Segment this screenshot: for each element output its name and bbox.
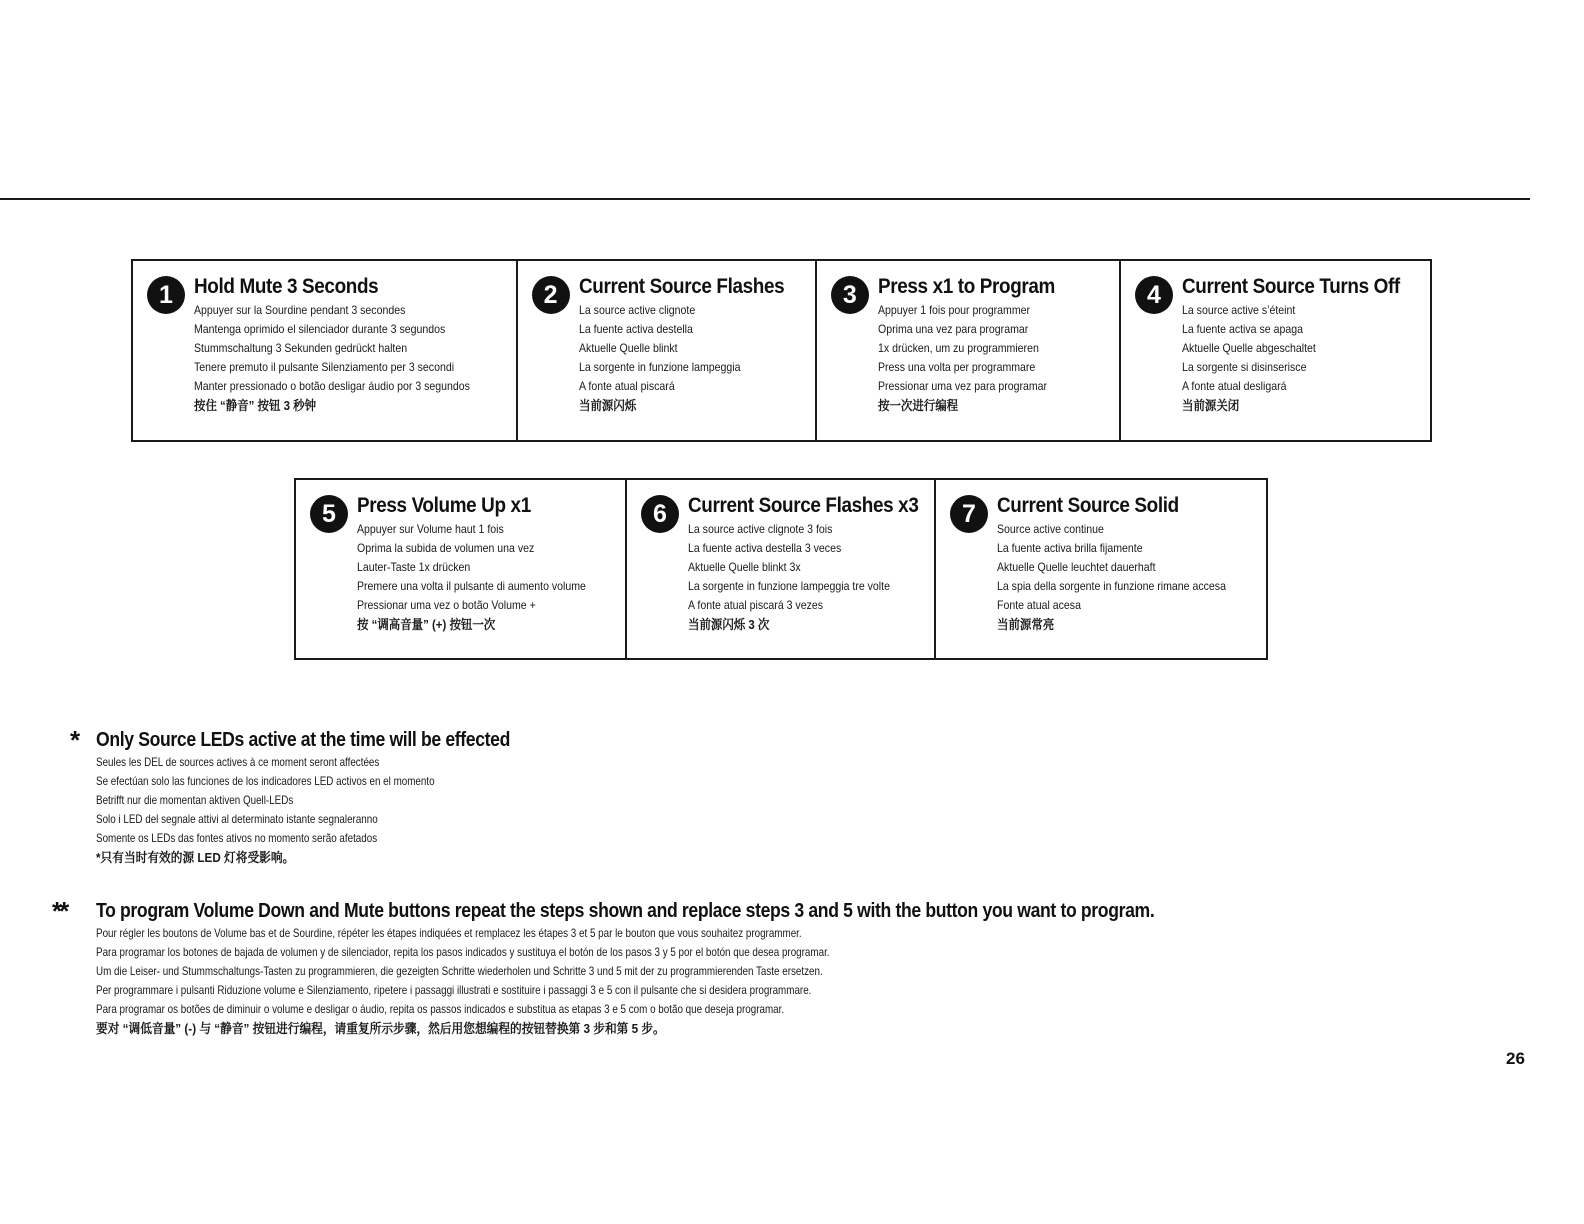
step-1 <box>133 261 516 440</box>
footnote-text-zh: *只有当时有效的源 LED 灯将受影响。 <box>96 850 295 865</box>
step-text-es: La fuente activa destella 3 veces <box>688 541 842 555</box>
footnote-double-asterisk <box>52 898 1299 1038</box>
step-text-it: La sorgente si disinserisce <box>1181 360 1307 374</box>
step-3 <box>815 261 1119 440</box>
step-text-fr: Appuyer 1 fois pour programmer <box>877 303 1030 317</box>
steps-row-2 <box>294 478 1268 660</box>
step-number-badge: 5 <box>310 495 348 533</box>
step-5 <box>296 480 625 658</box>
top-divider-rule <box>0 198 1530 200</box>
footnote-text-de: Betrifft nur die momentan aktiven Quell-LEDs <box>96 793 294 807</box>
step-text-fr: La source active clignote 3 fois <box>688 522 833 536</box>
step-text-es: La fuente activa se apaga <box>1181 322 1303 336</box>
step-text-zh: 当前源闪烁 <box>578 398 636 413</box>
footnote-text-de: Um die Leiser- und Stummschaltungs-Tasten zu programmieren, die gezeigten Schritte wiederholen und Schritte 3 und 5 mit der zu programmierenden Taste ersetzen. <box>96 964 823 978</box>
step-text-de: Aktuelle Quelle blinkt 3x <box>688 560 801 574</box>
step-2 <box>516 261 815 440</box>
step-text-de: Aktuelle Quelle blinkt <box>578 341 678 355</box>
step-text-pt: A fonte atual piscará <box>578 379 675 393</box>
step-text-zh: 当前源关闭 <box>1181 398 1240 413</box>
step-text-es: La fuente activa brilla fijamente <box>997 541 1143 555</box>
double-asterisk-icon: ** <box>52 896 67 926</box>
steps-row-1 <box>131 259 1432 442</box>
footnote-text-es: Para programar los botones de bajada de volumen y de silenciador, repita los pasos indicados y sustituya el botón de los pasos 3 y 5 por el botón que desea programar. <box>96 945 830 959</box>
step-text-de: Stummschaltung 3 Sekunden gedrückt halten <box>194 341 408 355</box>
step-text-de: Lauter-Taste 1x drücken <box>357 560 471 574</box>
step-text-pt: Manter pressionado o botão desligar áudio por 3 segundos <box>194 379 470 393</box>
step-text-zh: 按住 “静音” 按钮 3 秒钟 <box>194 398 317 413</box>
step-number-badge: 2 <box>532 276 570 314</box>
step-text-pt: Pressionar uma vez o botão Volume + <box>357 598 536 612</box>
footnote-title: Only Source LEDs active at the time will be effected <box>96 729 511 751</box>
footnote-text-it: Solo i LED del segnale attivi al determinato istante segnaleranno <box>96 812 378 826</box>
step-text-it: Tenere premuto il pulsante Silenziamento per 3 secondi <box>194 360 455 374</box>
step-title: Current Source Flashes x3 <box>688 494 919 517</box>
step-text-fr: La source active clignote <box>578 303 695 317</box>
step-title: Hold Mute 3 Seconds <box>194 275 379 298</box>
step-title: Press x1 to Program <box>877 275 1055 298</box>
footnote-text-fr: Pour régler les boutons de Volume bas et de Sourdine, répéter les étapes indiquées et remplacez les étapes 3 et 5 par le bouton que vous souhaitez programmer. <box>96 926 802 940</box>
step-text-zh: 按 “调高音量” (+) 按钮一次 <box>357 617 496 632</box>
page-number: 26 <box>1506 1049 1525 1068</box>
step-title: Current Source Flashes <box>578 275 784 298</box>
asterisk-icon: * <box>70 725 81 755</box>
footnote-text-zh: 要对 “调低音量” (-) 与 “静音” 按钮进行编程，请重复所示步骤，然后用您想编程的按钮替换第 3 步和第 5 步。 <box>96 1021 665 1036</box>
step-text-es: La fuente activa destella <box>578 322 693 336</box>
step-text-es: Oprima la subida de volumen una vez <box>357 541 535 555</box>
step-text-de: 1x drücken, um zu programmieren <box>877 341 1039 355</box>
footnote-text-fr: Seules les DEL de sources actives à ce moment seront affectées <box>96 755 380 769</box>
step-number-badge: 1 <box>147 276 185 314</box>
footnote-text-es: Se efectúan solo las funciones de los indicadores LED activos en el momento <box>96 774 435 788</box>
step-4 <box>1119 261 1430 440</box>
step-text-pt: Fonte atual acesa <box>997 598 1081 612</box>
step-text-fr: Appuyer sur la Sourdine pendant 3 secondes <box>194 303 406 317</box>
step-text-de: Aktuelle Quelle leuchtet dauerhaft <box>997 560 1156 574</box>
step-text-pt: A fonte atual desligará <box>1181 379 1287 393</box>
step-7 <box>934 480 1266 658</box>
footnote-text-pt: Somente os LEDs das fontes ativos no momento serão afetados <box>96 831 378 845</box>
step-text-zh: 按一次进行编程 <box>877 398 958 413</box>
step-text-fr: Appuyer sur Volume haut 1 fois <box>357 522 504 536</box>
step-number-badge: 3 <box>831 276 869 314</box>
step-text-it: La sorgente in funzione lampeggia <box>578 360 741 374</box>
step-text-fr: Source active continue <box>997 522 1104 536</box>
step-text-it: Premere una volta il pulsante di aumento volume <box>357 579 586 593</box>
step-text-it: La sorgente in funzione lampeggia tre volte <box>688 579 890 593</box>
step-number-badge: 6 <box>641 495 679 533</box>
footnote-text-it: Per programmare i pulsanti Riduzione volume e Silenziamento, ripetere i passaggi illustrati e sostituire i passaggi 3 e 5 con il pulsante che si desidera programmare. <box>96 983 812 997</box>
step-text-pt: A fonte atual piscará 3 vezes <box>688 598 824 612</box>
step-text-it: La spia della sorgente in funzione rimane accesa <box>997 579 1226 593</box>
step-6 <box>625 480 934 658</box>
step-title: Current Source Solid <box>997 494 1179 517</box>
step-text-es: Mantenga oprimido el silenciador durante 3 segundos <box>194 322 446 336</box>
step-text-it: Press una volta per programmare <box>877 360 1036 374</box>
footnote-text-pt: Para programar os botões de diminuir o volume e desligar o áudio, repita os passos indicados e substitua as etapas 3 e 5 com o botão que deseja programar. <box>96 1002 785 1016</box>
footnote-single-asterisk <box>70 727 566 867</box>
step-text-de: Aktuelle Quelle abgeschaltet <box>1181 341 1316 355</box>
step-number-badge: 7 <box>950 495 988 533</box>
step-text-pt: Pressionar uma vez para programar <box>877 379 1047 393</box>
step-number-badge: 4 <box>1135 276 1173 314</box>
step-text-fr: La source active s’éteint <box>1181 303 1296 317</box>
step-text-zh: 当前源闪烁 3 次 <box>688 617 770 632</box>
step-title: Current Source Turns Off <box>1181 275 1400 298</box>
step-text-es: Oprima una vez para programar <box>877 322 1029 336</box>
step-title: Press Volume Up x1 <box>357 494 531 517</box>
step-text-zh: 当前源常亮 <box>997 617 1055 632</box>
footnote-title: To program Volume Down and Mute buttons repeat the steps shown and replace steps 3 and 5 with the button you want to program. <box>96 900 1155 922</box>
